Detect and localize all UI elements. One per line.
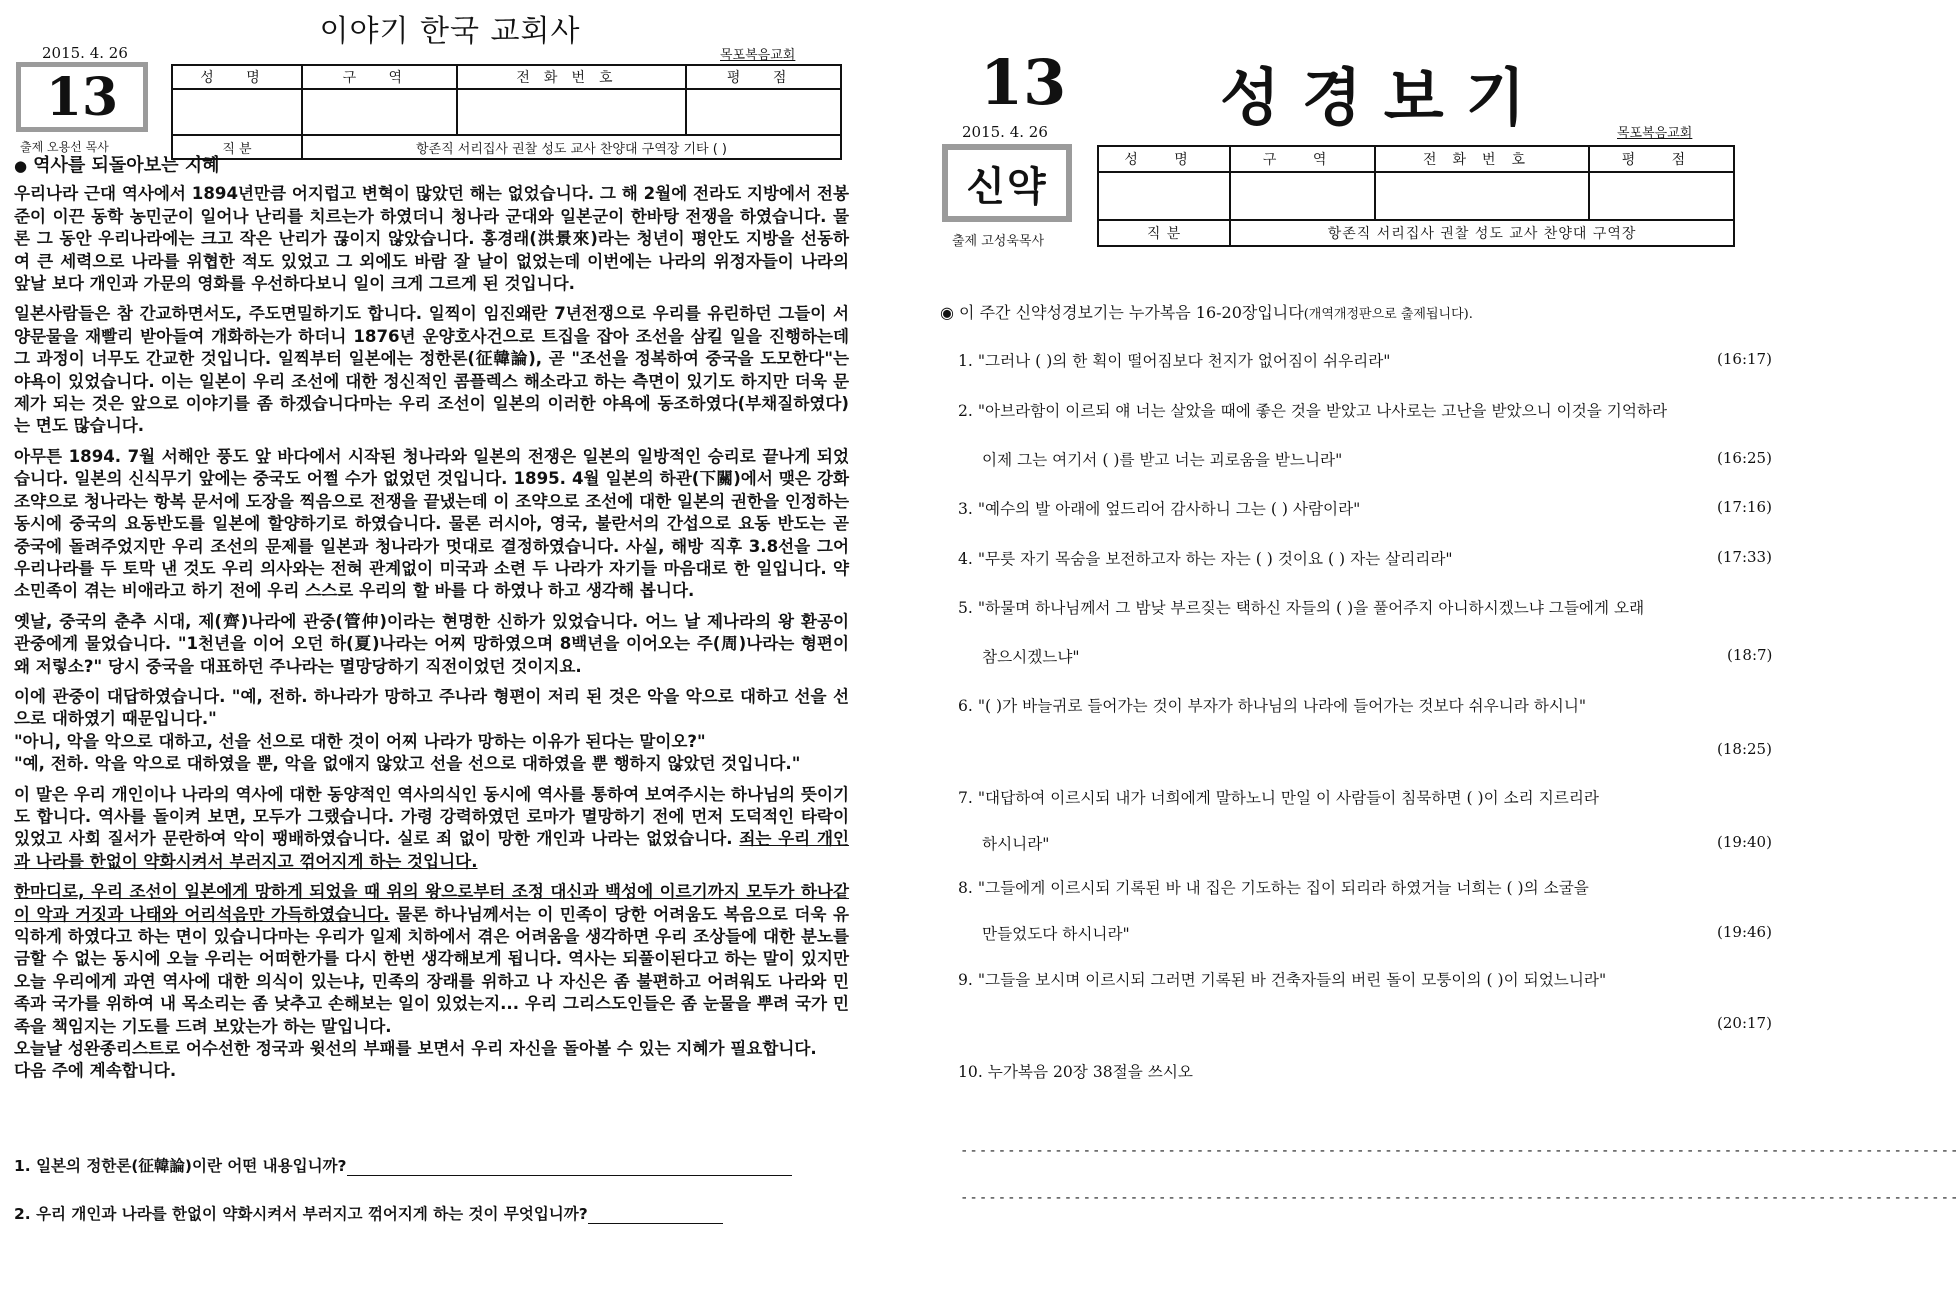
- name-field[interactable]: [1098, 172, 1230, 220]
- bible-question-8: 8. "그들에게 이르시되 기록된 바 내 집은 기도하는 집이 되리라 하였거늘 너희는 ( )의 소굴을: [958, 879, 1589, 897]
- bible-question-6: 6. "( )가 바늘귀로 들어가는 것이 부자가 하나님의 나라에 들어가는 것보다 쉬우니라 하시니": [958, 697, 1587, 715]
- bible-question-9: 9. "그들을 보시며 이르시되 그러면 기록된 바 건축자들의 버린 돌이 모퉁이의 ( )이 되었느니라": [958, 971, 1607, 989]
- verse-reference: (17:33): [1717, 548, 1772, 566]
- role-label: 직 분: [1098, 220, 1230, 246]
- district-field[interactable]: [1230, 172, 1375, 220]
- underlined-sentence: 한마디로, 우리 조선이 일본에게 망하게 되었을 때 위의 왕으로부터 조정 대신과 백성에 이르기까지 모두가 하나같이 악과 거짓과 나태와 어리석음만 가득하였습니다.: [14, 882, 849, 924]
- bible-question-7-cont: 하시니라": [982, 835, 1050, 853]
- left-issue-number: 13: [16, 62, 148, 132]
- article-paragraph: "예, 전하. 악을 악으로 대하였을 뿐, 악을 없애지 않았고 선을 선으로 대하였을 뿐 행하지 않았던 것입니다.": [14, 754, 801, 774]
- score-header: 평 점: [1589, 146, 1734, 172]
- right-church-name: 목포복음교회: [1617, 126, 1693, 141]
- article-paragraph: 한마디로, 우리 조선이 일본에게 망하게 되었을 때 위의 왕으로부터 조정 대신과 백성에 이르기까지 모두가 하나같이 악과 거짓과 나태와 어리석음만 가득하였습니다. 물론 하나님께서는 이 민족이 당한 어려움도 복음으로 더욱 유익하게 하였다고 하는 면이 있습니다마는 우리가 일제 치하에서 겪은 어려움을 생각하면 우리 조상들에 대한 분노를 금할 수 없는 동시에 오늘 우리는 어떠한가를 다시 한번 생각해보게 됩니다. 역사는 되풀이된다고 하는 말이 있지만 오늘 우리에게 과연 역사에 대한 의식이 있는냐, 민족의 장래를 위하고 나 자신은 좀 불편하고 어려워도 나라와 민족과 국가를 위하여 내 목소리는 좀 낮추고 손해보는 일이 있었는지... 우리 그리스도인들은 좀 눈물을 뿌려 국가 민족을 책임지는 기도를 드려 보았는가 하는 말입니다.: [14, 882, 849, 1036]
- bullet-icon: ●: [14, 157, 28, 175]
- name-header: 성 명: [172, 65, 302, 89]
- right-date: 2015. 4. 26: [962, 123, 1048, 141]
- new-testament-badge: 신약: [942, 144, 1072, 222]
- underlined-sentence: 죄는 우리 개인과 나라를 한없이 약화시켜서 부러지고 꺾어지게 하는 것입니다.: [14, 829, 850, 871]
- left-church-name: 목포복음교회: [720, 48, 796, 63]
- bible-question-10: 10. 누가복음 20장 38절을 쓰시오: [958, 1063, 1193, 1081]
- left-date: 2015. 4. 26: [42, 44, 128, 62]
- role-options[interactable]: 항존직 서리집사 권찰 성도 교사 찬양대 구역장 기타 ( ): [302, 135, 841, 159]
- left-question-1: 1. 일본의 정한론(征韓論)이란 어떤 내용입니까?: [14, 1154, 792, 1176]
- answer-line[interactable]: [347, 1175, 792, 1176]
- score-field[interactable]: [1589, 172, 1734, 220]
- bible-question-2-cont: 이제 그는 여기서 ( )를 받고 너는 괴로움을 받느니라": [982, 451, 1343, 469]
- verse-reference: (18:25): [1717, 740, 1772, 758]
- district-field[interactable]: [302, 89, 457, 135]
- left-question-2: 2. 우리 개인과 나라를 한없이 약화시켜서 부러지고 꺾어지게 하는 것이 무엇입니까?: [14, 1202, 723, 1224]
- bible-question-5-cont: 참으시겠느냐": [982, 648, 1080, 666]
- role-label: 직 분: [172, 135, 302, 159]
- phone-field[interactable]: [1375, 172, 1589, 220]
- right-author: 출제 고성욱목사: [952, 234, 1045, 249]
- score-header: 평 점: [686, 65, 841, 89]
- article-paragraph: 다음 주에 계속합니다.: [14, 1061, 177, 1081]
- verse-reference: (16:17): [1717, 350, 1772, 368]
- district-header: 구 역: [1230, 146, 1375, 172]
- bible-question-7: 7. "대답하여 이르시되 내가 너희에게 말하노니 만일 이 사람들이 침묵하면 ( )이 소리 지르리라: [958, 789, 1599, 807]
- article-paragraph: "아니, 악을 악으로 대하고, 선을 선으로 대한 것이 어찌 나라가 망하는 이유가 된다는 말이오?": [14, 731, 706, 751]
- verse-reference: (19:40): [1717, 833, 1772, 851]
- phone-field[interactable]: [457, 89, 687, 135]
- article-paragraph: 오늘날 성완종리스트로 어수선한 정국과 윗선의 부패를 보면서 우리 자신을 돌아볼 수 있는 지혜가 필요합니다.: [14, 1039, 817, 1059]
- verse-reference: (16:25): [1717, 449, 1772, 467]
- bible-question-4: 4. "무릇 자기 목숨을 보전하고자 하는 자는 ( ) 것이요 ( ) 자는 살리리라": [958, 550, 1453, 568]
- name-header: 성 명: [1098, 146, 1230, 172]
- phone-header: 전화번호: [1375, 146, 1589, 172]
- district-header: 구 역: [302, 65, 457, 89]
- bible-question-1: 1. "그러나 ( )의 한 획이 떨어짐보다 천지가 없어짐이 쉬우리라": [958, 352, 1391, 370]
- phone-header: 전화번호: [457, 65, 687, 89]
- article-paragraph: 아무튼 1894. 7월 서해안 풍도 앞 바다에서 시작된 청나라와 일본의 전쟁은 일본의 일방적인 승리로 끝나게 되었습니다. 일본의 신식무기 앞에는 중국도 어쩔 수가 없었던 것입니다. 1895. 4월 일본의 하관(下關)에서 맺은 강화조약으로 청나라는 항복 문서에 도장을 찍음으로 전쟁을 끝냈는데 이 조약으로 조선에 대한 일본의 권한을 인정하는 동시에 중국의 요동반도를 일본에 할양하기로 하였습니다. 물론 러시아, 영국, 불란서의 간섭으로 요동 반도는 곧 중국에 돌려주었지만 우리 조선의 문제를 일본과 청나라가 멋대로 결정하였습니다. 사실, 해방 직후 3.8선을 그어 우리나라를 두 토막 낸 것도 우리 의사와는 전혀 관계없이 미국과 소련 두 나라가 자기들 마음대로 한 일입니다. 약소민족이 겪는 비애라고 하기 전에 우리 스스로 우리의 할 바를 다 하였나 하고 생각해 봅니다.: [14, 446, 849, 601]
- answer-line-1[interactable]: ----------------------------------------------------------------------------------------------------------: [960, 1143, 1959, 1159]
- bible-question-2: 2. "아브라함이 이르되 얘 너는 살았을 때에 좋은 것을 받았고 나사로는 고난을 받았으니 이것을 기억하라: [958, 402, 1668, 420]
- verse-reference: (19:46): [1717, 923, 1772, 941]
- score-field[interactable]: [686, 89, 841, 135]
- bible-question-5: 5. "하물며 하나님께서 그 밤낮 부르짖는 택하신 자들의 ( )을 풀어주지 아니하시겠느냐 그들에게 오래: [958, 599, 1645, 617]
- name-field[interactable]: [172, 89, 302, 135]
- verse-reference: (18:7): [1727, 646, 1773, 664]
- left-info-table: [171, 64, 842, 160]
- article-paragraph: 옛날, 중국의 춘추 시대, 제(齊)나라에 관중(管仲)이라는 현명한 신하가 있었습니다. 어느 날 제나라의 왕 환공이 관중에게 물었습니다. "1천년을 이어 오던 하(夏)나라는 어찌 망하였으며 8백년을 이어오는 주(周)나라는 형편이 왜 저렇소?" 당시 중국을 대표하던 주나라는 멸망당하기 직전이었던 것이지요.: [14, 611, 849, 676]
- article-paragraph: 일본사람들은 참 간교하면서도, 주도면밀하기도 합니다. 일찍이 임진왜란 7년전쟁으로 우리를 유린하던 그들이 서양문물을 재빨리 받아들여 개화하는가 하더니 1876년 운양호사건으로 트집을 잡아 조선을 삼킬 일을 진행하는데 그 과정이 너무도 간교한 것입니다. 일찍부터 일본에는 정한론(征韓論), 곧 "조선을 정복하여 중국을 도모한다"는 야욕이 있었습니다. 이는 일본이 우리 조선에 대한 정신적인 콤플렉스 해소라고 하는 측면이 있기도 하지만 더욱 문제가 되는 것은 앞으로 이야기를 좀 하겠습니다마는 우리 조선이 일본의 이러한 야욕에 동조하였다(부채질하였다)는 면도 많습니다.: [14, 304, 849, 436]
- bible-question-8-cont: 만들었도다 하시니라": [982, 925, 1130, 943]
- reading-instructions: ◉ 이 주간 신약성경보기는 누가복음 16-20장입니다(개역개정판으로 출제됩니다).: [940, 303, 1473, 322]
- left-page-title: 이야기 한국 교회사: [319, 14, 581, 49]
- left-author: 출제 오용선 목사: [20, 140, 109, 154]
- article-paragraph: 이에 관중이 대답하였습니다. "예, 전하. 하나라가 망하고 주나라 형편이 저리 된 것은 악을 악으로 대하고 선을 선으로 대하였기 때문입니다.": [14, 686, 849, 729]
- answer-line[interactable]: [588, 1223, 723, 1224]
- article-heading: ● 역사를 되돌아보는 지혜: [14, 155, 220, 176]
- verse-reference: (20:17): [1717, 1014, 1772, 1032]
- bible-question-3: 3. "예수의 발 아래에 엎드리어 감사하니 그는 ( ) 사람이라": [958, 500, 1361, 518]
- right-info-table: [1097, 145, 1735, 247]
- article-paragraph: 이 말은 우리 개인이나 나라의 역사에 대한 동양적인 역사의식인 동시에 역사를 통하여 보여주시는 하나님의 뜻이기도 합니다. 역사를 돌이켜 보면, 모두가 그랬습니다. 가령 강력하였던 로마가 멸망하기 전에 먼저 도덕적인 타락이 있었고 사회 질서가 문란하여 악이 팽배하였습니다. 실로 죄 없이 망한 개인과 나라는 없었습니다. 죄는 우리 개인과 나라를 한없이 약화시켜서 부러지고 꺾어지게 하는 것입니다.: [14, 784, 850, 871]
- left-article: [14, 155, 849, 1083]
- verse-reference: (17:16): [1717, 498, 1772, 516]
- right-page-title: 성경보기: [1220, 61, 1548, 134]
- role-options[interactable]: 항존직 서리집사 권찰 성도 교사 찬양대 구역장: [1230, 220, 1734, 246]
- right-issue-number: 13: [980, 46, 1067, 119]
- article-paragraph: 우리나라 근대 역사에서 1894년만큼 어지럽고 변혁이 많았던 해는 없었습니다. 그 해 2월에 전라도 지방에서 전봉준이 이끈 동학 농민군이 일어나 난리를 치르는가 하였더니 청나라 군대와 일본군이 한바탕 전쟁을 하였습니다. 물론 그 동안 우리나라에는 크고 작은 난리가 끊이지 않았습니다. 홍경래(洪景來)라는 청년이 평안도 지방을 선동하여 큰 세력으로 나라를 위협한 적도 있었고 그 외에도 바람 잘 날이 없었는데 이번에는 나라의 위정자들이 나라의 앞날 보다 개인과 가문의 영화를 우선하다보니 일이 크게 그르게 된 것입니다.: [14, 184, 849, 294]
- answer-line-2[interactable]: ----------------------------------------------------------------------------------------------------------: [960, 1190, 1959, 1206]
